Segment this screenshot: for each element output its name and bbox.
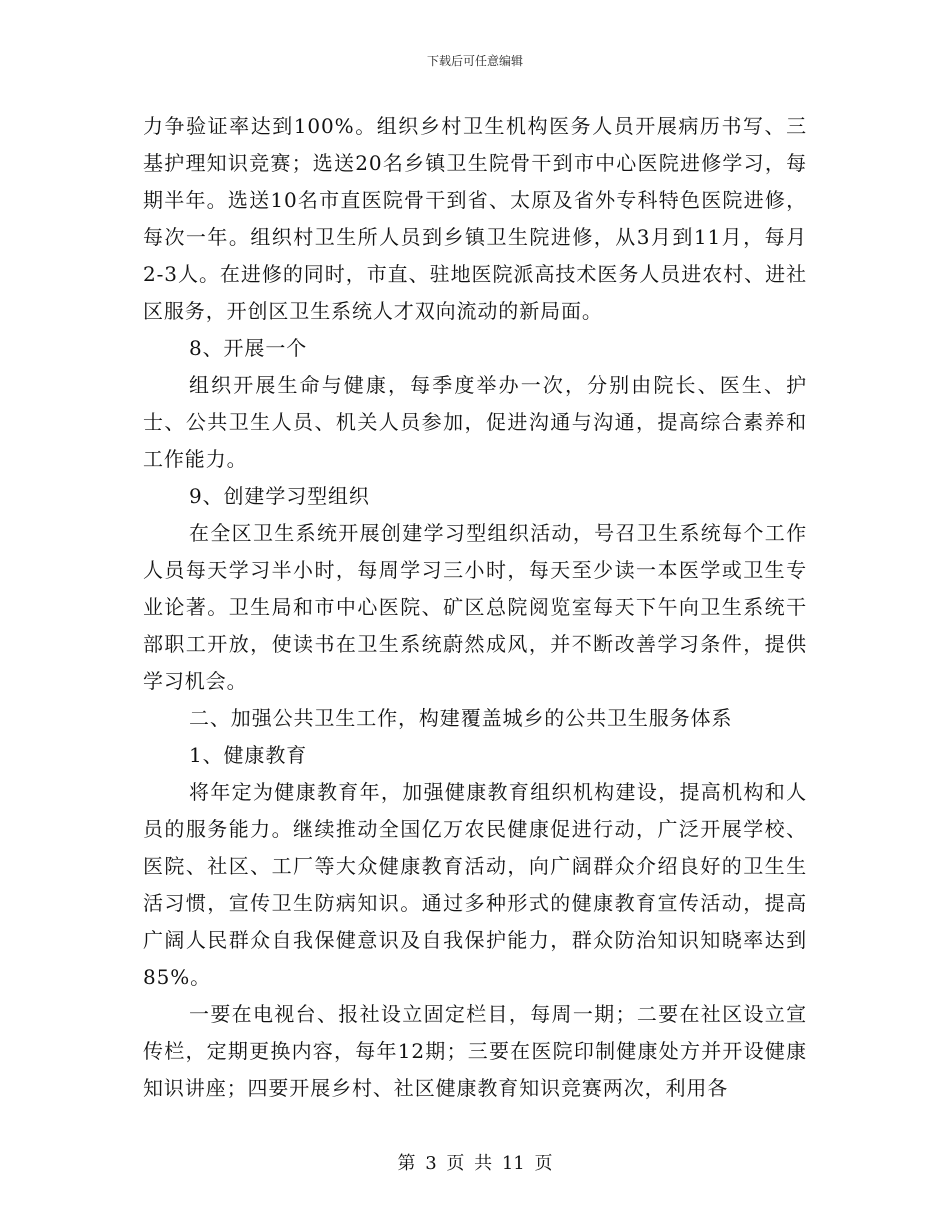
page-header-note: 下载后可任意编辑 [426,54,523,68]
paragraph-continuation: 力争验证率达到100%。组织乡村卫生机构医务人员开展病历书写、三基护理知识竞赛；选送20名乡镇卫生院骨干到市中心医院进修学习，每期半年。选送10名市直医院骨干到省、太原及省外专科特色医院进修，每次一年。组织村卫生所人员到乡镇卫生院进修，从3月到11月，每月2-3人。在进修的同时，市直、驻地医院派高技术医务人员进农村、进社区服务，开创区卫生系统人才双向流动的新局面。 [143,114,807,323]
page-number-footer: 第 3 页 共 11 页 [397,1153,553,1174]
paragraph-health-education: 将年定为健康教育年，加强健康教育组织机构建设，提高机构和人员的服务能力。继续推动全国亿万农民健康促进行动，广泛开展学校、医院、社区、工厂等大众健康教育活动，向广阔群众介绍良好的卫生生活习惯，宣传卫生防病知识。通过多种形式的健康教育宣传活动，提高广阔人民群众自我保健意识及自我保护能力，群众防治知识知晓率达到85%。 [143,780,807,989]
section-heading-2: 二、加强公共卫生工作，构建覆盖城乡的公共卫生服务体系 [189,706,733,730]
heading-health-education: 1、健康教育 [189,743,308,767]
paragraph-item-8: 组织开展生命与健康，每季度举办一次，分别由院长、医生、护士、公共卫生人员、机关人员参加，促进沟通与沟通，提高综合素养和工作能力。 [143,373,807,471]
heading-item-9: 9、创建学习型组织 [189,484,370,508]
paragraph-item-9: 在全区卫生系统开展创建学习型组织活动，号召卫生系统每个工作人员每天学习半小时，每周学习三小时，每天至少读一本医学或卫生专业论著。卫生局和市中心医院、矿区总院阅览室每天下午向卫生系统干部职工开放，使读书在卫生系统蔚然成风，并不断改善学习条件，提供学习机会。 [143,521,807,693]
heading-item-8: 8、开展一个 [189,336,308,360]
paragraph-measures: 一要在电视台、报社设立固定栏目，每周一期；二要在社区设立宣传栏，定期更换内容，每年12期；三要在医院印制健康处方并开设健康知识讲座；四要开展乡村、社区健康教育知识竞赛两次，利用各 [143,1002,807,1100]
document-body [143,108,807,1107]
